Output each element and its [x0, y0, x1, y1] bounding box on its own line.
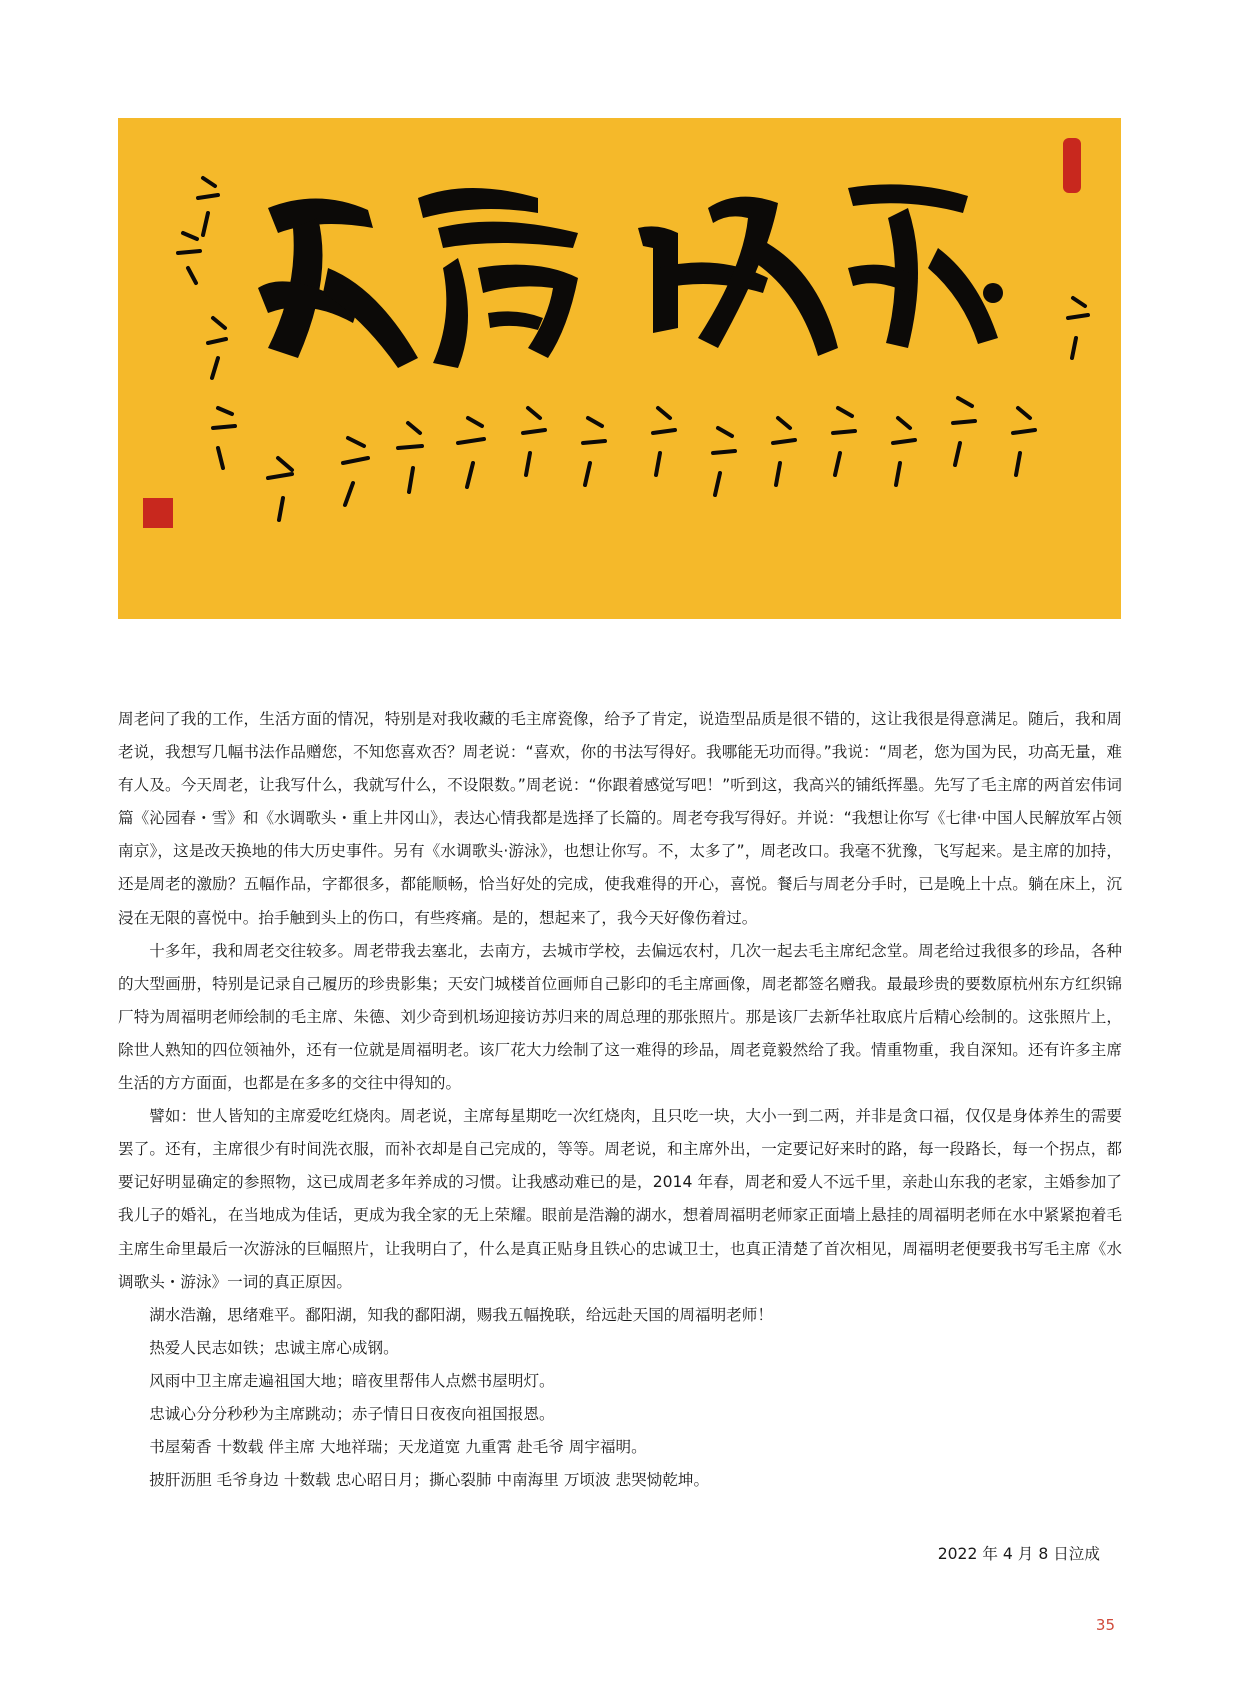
paragraph: 湖水浩瀚，思绪难平。鄱阳湖，知我的鄱阳湖，赐我五幅挽联，给远赴天国的周福明老师！	[149, 1305, 773, 1324]
couplet: 风雨中卫主席走遍祖国大地；暗夜里帮伟人点燃书屋明灯。	[149, 1371, 555, 1390]
couplet: 书屋菊香 十数载 伴主席 大地祥瑞；天龙道宽 九重霄 赴毛爷 周宇福明。	[149, 1438, 647, 1457]
paragraph: 周老问了我的工作，生活方面的情况，特别是对我收藏的毛主席瓷像，给予了肯定，说造型品质是很不错的，这让我很是得意满足。随后，我和周老说，我想写几幅书法作品赠您，不知您喜欢否？周老说：“喜欢，你的书法写得好。我哪能无功而得。”我说：“周老，您为国为民，功高无量，难有人及。今天周老，让我写什么，我就写什么，不设限数。”周老说：“你跟着感觉写吧！”听到这，我高兴的铺纸挥墨。先写了毛主席的两首宏伟词篇《沁园春・雪》和《水调歌头・重上井冈山》，表达心情我都是选择了长篇的。周老夸我写得好。并说：“我想让你写《七律·中国人民解放军占领南京》，这是改天换地的伟大历史事件。另有《水调歌头·游泳》，也想让你写。不，太多了”，周老改口。我毫不犹豫，飞写起来。是主席的加持，还是周老的激励？五幅作品，字都很多，都能顺畅，恰当好处的完成，使我难得的开心，喜悦。餐后与周老分手时，已是晚上十点。躺在床上，沉浸在无限的喜悦中。抬手触到头上的伤口，有些疼痛。是的，想起来了，我今天好像伤着过。	[118, 710, 1122, 927]
signature-date: 2022 年 4 月 8 日泣成	[937, 1545, 1100, 1563]
seal-bottom	[143, 498, 173, 528]
calligraphy-icon	[118, 118, 1121, 619]
paragraph: 十多年，我和周老交往较多。周老带我去塞北，去南方，去城市学校，去偏远农村，几次一起去毛主席纪念堂。周老给过我很多的珍品，各种的大型画册，特别是记录自己履历的珍贵影集；天安门城楼首位画师自己影印的毛主席画像，周老都签名赠我。最最珍贵的要数原杭州东方红织锦厂特为周福明老师绘制的毛主席、朱德、刘少奇到机场迎接访苏归来的周总理的那张照片。那是该厂去新华社取底片后精心绘制的。这张照片上，除世人熟知的四位领袖外，还有一位就是周福明老。该厂花大力绘制了这一难得的珍品，周老竟毅然给了我。情重物重，我自深知。还有许多主席生活的方方面面，也都是在多多的交往中得知的。	[118, 941, 1122, 1093]
calligraphy-artwork	[118, 118, 1121, 619]
article-body	[118, 703, 1122, 1497]
paragraph: 譬如：世人皆知的主席爱吃红烧肉。周老说，主席每星期吃一次红烧肉，且只吃一块，大小一到二两，并非是贪口福，仅仅是身体养生的需要罢了。还有，主席很少有时间洗衣服，而补衣却是自己完成的，等等。周老说，和主席外出，一定要记好来时的路，每一段路长，每一个拐点，都要记好明显确定的参照物，这已成周老多年养成的习惯。让我感动难已的是，2014 年春，周老和爱人不远千里，亲赴山东我的老家，主婚参加了我儿子的婚礼，在当地成为佳话，更成为我全家的无上荣耀。眼前是浩瀚的湖水，想着周福明老师家正面墙上悬挂的周福明老师在水中紧紧抱着毛主席生命里最后一次游泳的巨幅照片，让我明白了，什么是真正贴身且铁心的忠诚卫士，也真正清楚了首次相见，周福明老便要我书写毛主席《水调歌头・游泳》一词的真正原因。	[118, 1107, 1122, 1291]
couplet: 披肝沥胆 毛爷身边 十数载 忠心昭日月；撕心裂肺 中南海里 万顷波 悲哭恸乾坤。	[149, 1471, 710, 1490]
couplet: 忠诚心分分秒秒为主席跳动；赤子情日日夜夜向祖国报恩。	[149, 1404, 555, 1423]
seal-top	[1063, 138, 1081, 193]
couplet: 热爱人民志如铁；忠诚主席心成钢。	[149, 1338, 399, 1357]
page-number: 35	[1095, 1616, 1115, 1634]
